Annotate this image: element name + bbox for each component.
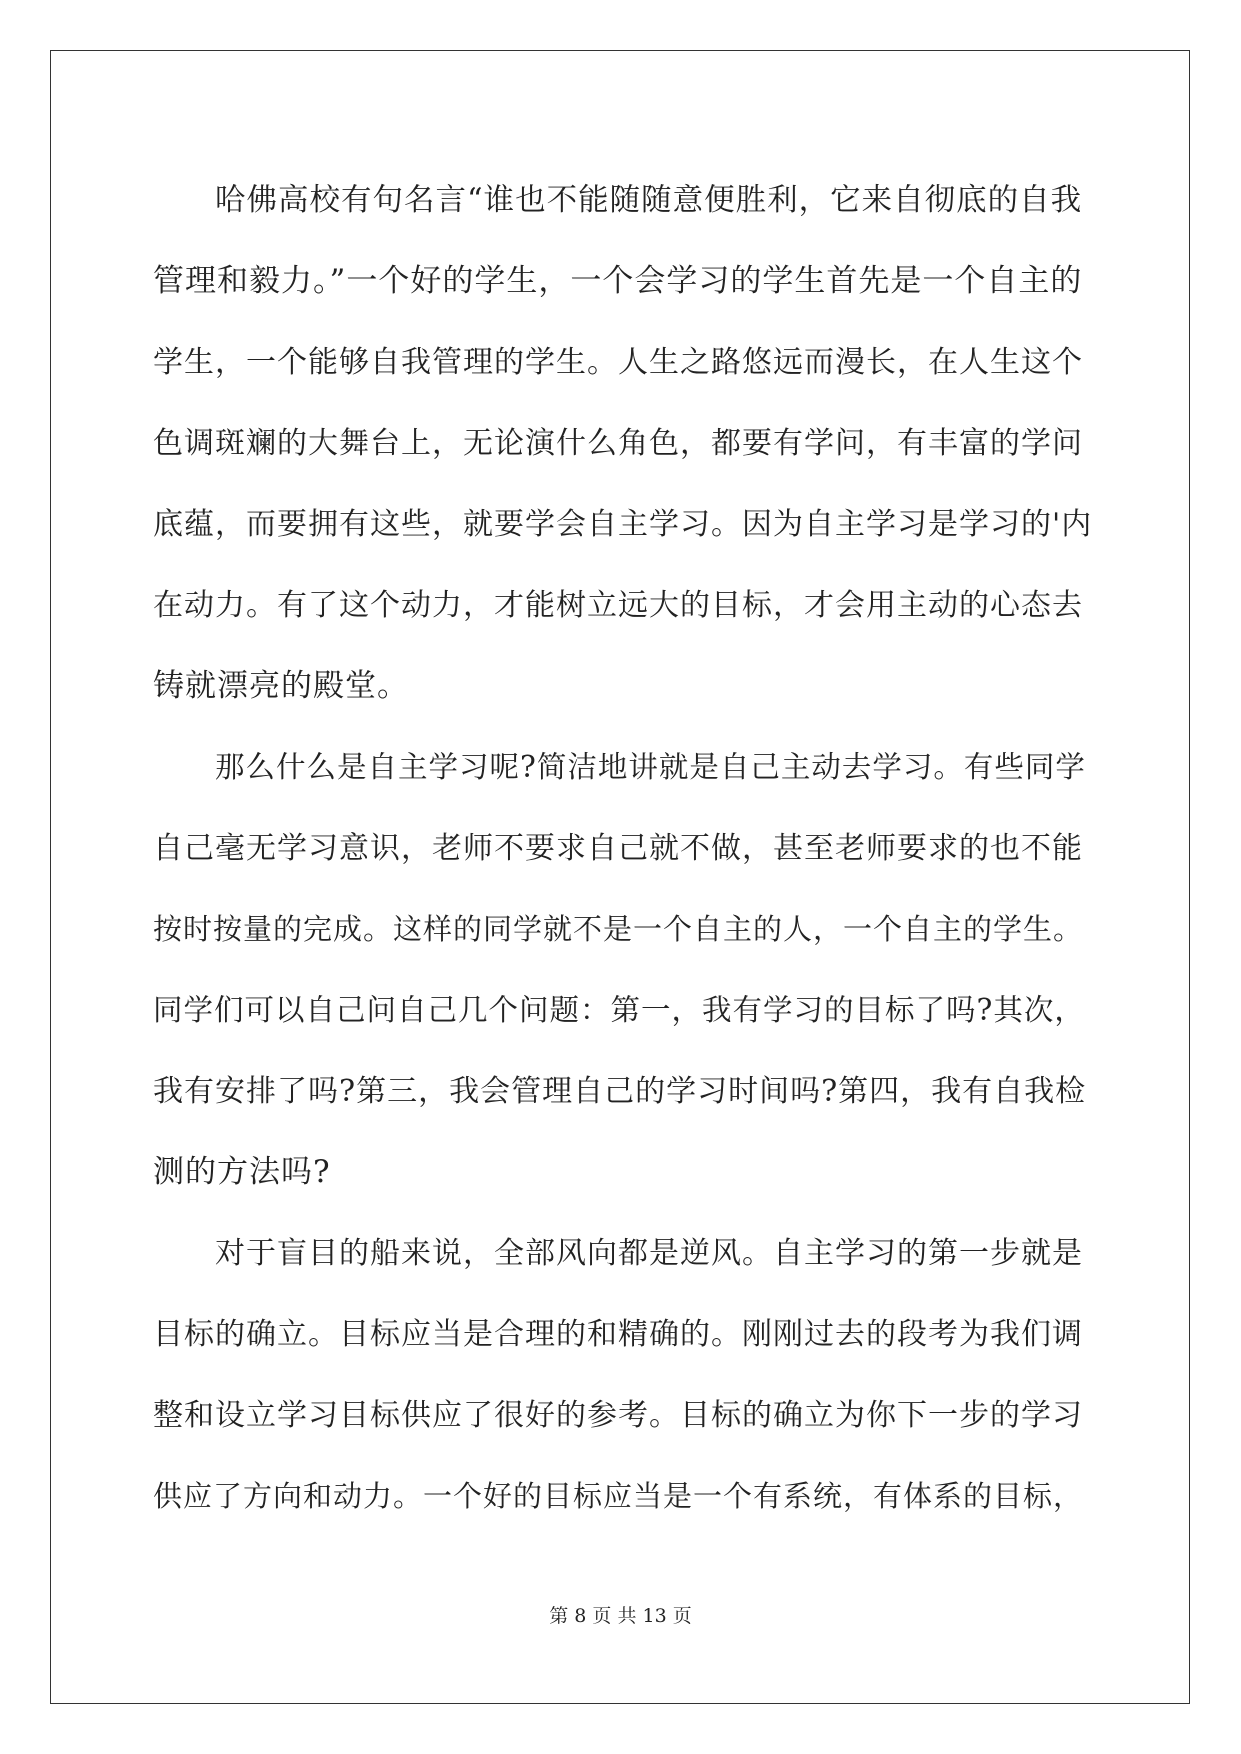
- text-line: 底蕴，而要拥有这些，就要学会自主学习。因为自主学习是学习的'内: [153, 507, 1093, 542]
- text-line: 测的方法吗?: [153, 1154, 331, 1190]
- paragraph-3: [153, 1213, 1093, 1537]
- text-line: 供应了方向和动力。一个好的目标应当是一个有系统，有体系的目标，: [153, 1479, 1084, 1513]
- text-line: 在动力。有了这个动力，才能树立远大的目标，才会用主动的心态去: [153, 588, 1083, 623]
- text-line: 铸就漂亮的殿堂。: [153, 668, 409, 704]
- text-line: 整和设立学习目标供应了很好的参考。目标的确立为你下一步的学习: [153, 1398, 1083, 1433]
- page-number-footer: 第 8 页 共 13 页: [549, 1605, 692, 1627]
- paragraph-2: [153, 727, 1093, 1213]
- text-line: 哈佛高校有句名言“谁也不能随随意便胜利，它来自彻底的自我: [215, 183, 1083, 218]
- document-body: [153, 160, 1093, 1537]
- text-line: 按时按量的完成。这样的同学就不是一个自主的人，一个自主的学生。: [153, 912, 1084, 946]
- text-line: 那么什么是自主学习呢?简洁地讲就是自己主动去学习。有些同学: [215, 750, 1086, 784]
- text-line: 同学们可以自己问自己几个问题：第一，我有学习的目标了吗?其次，: [153, 993, 1085, 1027]
- text-line: 我有安排了吗?第三，我会管理自己的学习时间吗?第四，我有自我检: [153, 1074, 1087, 1109]
- text-line: 对于盲目的船来说，全部风向都是逆风。自主学习的第一步就是: [215, 1236, 1083, 1271]
- text-line: 自己毫无学习意识，老师不要求自己就不做，甚至老师要求的也不能: [153, 831, 1083, 866]
- paragraph-1: [153, 160, 1093, 727]
- text-line: 色调斑斓的大舞台上，无论演什么角色，都要有学问，有丰富的学问: [153, 426, 1083, 461]
- text-line: 目标的确立。目标应当是合理的和精确的。刚刚过去的段考为我们调: [153, 1317, 1083, 1352]
- text-line: 管理和毅力。”一个好的学生，一个会学习的学生首先是一个自主的: [153, 263, 1083, 299]
- text-line: 学生，一个能够自我管理的学生。人生之路悠远而漫长，在人生这个: [153, 345, 1083, 380]
